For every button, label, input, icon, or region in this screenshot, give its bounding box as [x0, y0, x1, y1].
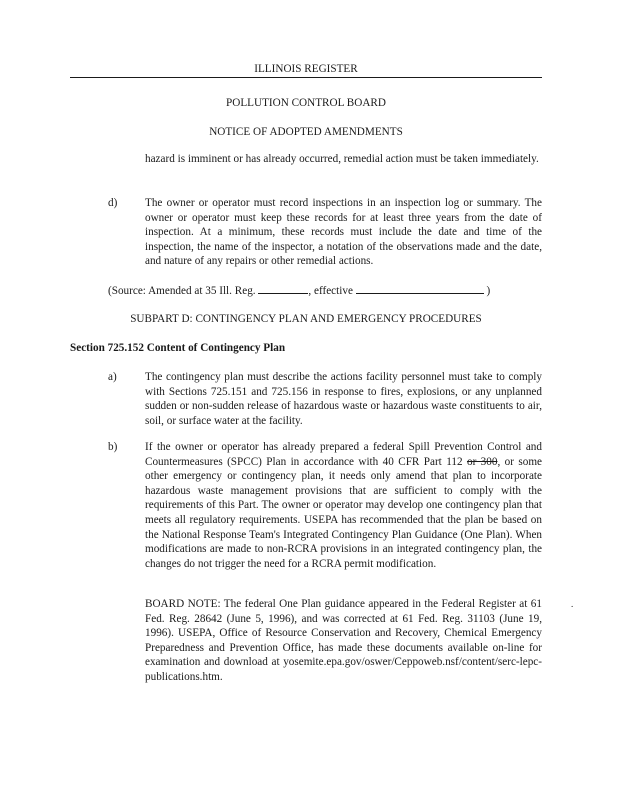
item-b-label: b)	[108, 441, 118, 453]
struck-text: or 300	[466, 455, 498, 468]
header-rule	[70, 77, 542, 78]
notice-title: NOTICE OF ADOPTED AMENDMENTS	[209, 126, 403, 138]
item-b-text	[145, 440, 542, 571]
item-d-label: d)	[108, 197, 118, 209]
board-name: POLLUTION CONTROL BOARD	[226, 97, 386, 109]
register-title: ILLINOIS REGISTER	[254, 63, 358, 75]
effective-date-blank	[356, 283, 484, 294]
margin-mark: .	[571, 599, 574, 609]
source-prefix: (Source: Amended at 35 Ill. Reg.	[108, 285, 256, 297]
item-d-text: The owner or operator must record inspections in an inspection log or summary. The owner or operator must keep these records for at least three years from the date of inspection. At a minimum, these records must include the date and time of the inspection, the name of the inspector, a notation of the observations made and the date, and nature of any repairs or other remedial actions.	[145, 197, 542, 268]
section-heading: Section 725.152 Content of Contingency Plan	[70, 342, 286, 354]
item-a-text: The contingency plan must describe the actions facility personnel must take to comply with Sections 725.151 and 725.156 in response to fires, explosions, or any unplanned sudden or non-sudden release of hazardous waste or hazardous waste constituents to air, soil, or surface water at the facility.	[145, 371, 542, 427]
source-note	[108, 283, 490, 299]
source-suffix: )	[486, 285, 491, 297]
item-a-label: a)	[108, 371, 117, 383]
board-note: BOARD NOTE: The federal One Plan guidance appeared in the Federal Register at 61 Fed. Reg. 28642 (June 5, 1996), and was corrected at 61 Fed. Reg. 31103 (June 19, 1996). USEPA, Office of Resource Conservation and Recovery, Chemical Emergency Preparedness and Prevention Office, has made these documents available on-line for examination and download at yosemite.epa.gov/oswer/Ceppoweb.nsf/content/serc-lepc-publications.htm.	[145, 598, 542, 683]
item-b-text-before: If the owner or operator has already prepared a federal Spill Prevention Control and Countermeasures (SPCC) Plan in accordance with 40 CFR Part 112	[145, 441, 542, 468]
continued-paragraph: hazard is imminent or has already occurred, remedial action must be taken immediately.	[145, 153, 539, 165]
subpart-title: SUBPART D: CONTINGENCY PLAN AND EMERGENCY PROCEDURES	[130, 313, 482, 325]
register-volume-blank	[258, 283, 308, 294]
source-effective: , effective	[308, 285, 353, 297]
item-b-text-after: , or some other emergency or contingency plan, it needs only amend that plan to incorporate hazardous waste management provisions that are sufficient to comply with the requirements of this Part. The owner or operator may develop one contingency plan that meets all regulatory requirements. USEPA has recommended that the plan be based on the National Response Team's Integrated Contingency Plan Guidance (One Plan). When modifications are made to non-RCRA provisions in an integrated contingency plan, the changes do not trigger the need for a RCRA permit modification.	[145, 455, 542, 570]
